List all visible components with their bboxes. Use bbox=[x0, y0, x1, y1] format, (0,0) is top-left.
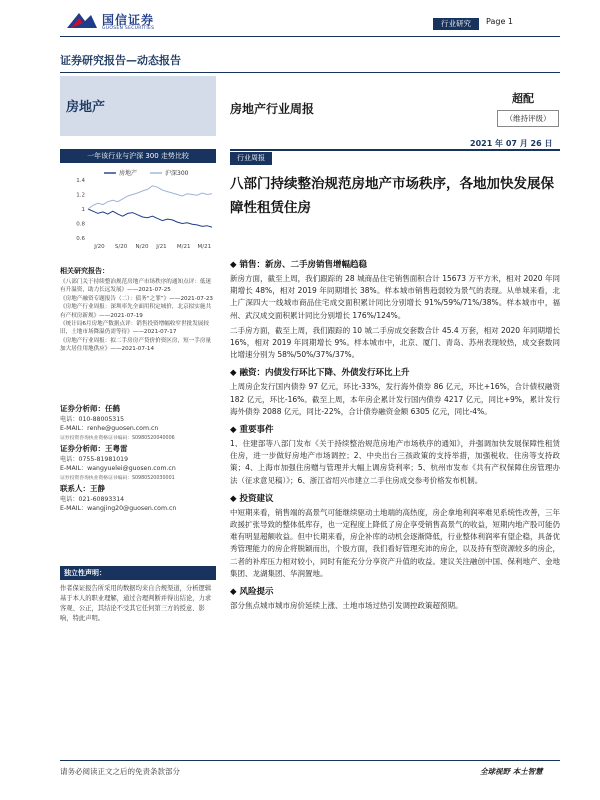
section-heading: ◆ 融资：内债发行环比下降、外债发行环比上升 bbox=[230, 368, 410, 379]
series-line-0 bbox=[88, 209, 212, 227]
x-tick-label: M/21 bbox=[197, 244, 212, 250]
analyst-2-name: 证券分析师：王粤雷 bbox=[60, 444, 128, 453]
analyst-1-cert: 证券投资咨询执业资格证书编码：S0980520040006 bbox=[60, 436, 175, 441]
section-paragraph: 上周房企发行国内债券 97 亿元，环比-33%，发行海外债券 86 亿元，环比+16%，合计债权融资 182 亿元，环比-16%。截至上周，本年房企累计发行国内债券 4217 亿元，同比+9%，累计发行海外债券 2088 亿元，同比-22%，合计债券融资金额 6305 亿元，同比-4%。 bbox=[230, 382, 560, 416]
date-divider bbox=[230, 149, 560, 151]
section-paragraph: 部分焦点城市城市房价延续上涨、土地市场过热引发调控政策超预期。 bbox=[230, 601, 463, 611]
section-paragraph: 新房方面，截至上周，我们跟踪的 28 城商品住宅销售面积合计 15673 万平方米，相对 2020 年同期增长 48%，相对 2019 年同期增长 38%。样本城市销售趋弱较为景气的表现。从单城来看，北上广深四大一线城市商品住宅成交面积累计同比分别增长 91%/59%/71%/38%。样本城市中，福州、武汉成交面积累计同比分别增长 176%/124%。 bbox=[230, 274, 560, 320]
contact-email: E-MAIL：wangjing20@guosen.com.cn bbox=[60, 505, 177, 512]
analyst-1-phone: 电话：010-88005315 bbox=[60, 416, 125, 423]
disclaimer-title: 独立性声明： bbox=[60, 566, 216, 580]
legend-label: 房地产 bbox=[119, 170, 138, 177]
report-type: 证券研究报告—动态报告 bbox=[60, 54, 181, 67]
related-report-item: 《房地产行业周报：深圳率先全面用积定城价，北京拟实施共有产权房新规》——2021-07-19 bbox=[60, 304, 212, 319]
legend-label: 沪深300 bbox=[165, 170, 189, 177]
contact-name: 联系人：王静 bbox=[60, 484, 105, 493]
x-tick-label: S/20 bbox=[114, 244, 128, 250]
section-paragraph: 1、住建部等八部门发布《关于持续整治规范房地产市场秩序的通知》，并强调加快发展保障性租赁住房，进一步做好房地产市场调控；2、中央出台三孩政策的支持举措，加强税收、住房等支持政策；4、上海市加强住房赠与管理并大幅上调房贷利率；5、杭州市发布《共有产权保障住房管理办法（征求意见稿）》；6、浙江省绍兴市建立二手住房成交参考价格发布机制。 bbox=[230, 439, 560, 485]
analyst-2-cert: 证券投资咨询执业资格证书编码：S0980520030001 bbox=[60, 476, 175, 481]
related-reports-title: 相关研究报告： bbox=[60, 267, 109, 275]
section-paragraph: 二手房方面，截至上周，我们跟踪的 10 城二手房成交套数合计 45.4 万套，相对 2020 年同期增长 16%，相对 2019 年同期增长 9%。样本城市中，北京、厦门、青岛、苏州表现较热，成交套数同比增速分别为 58%/50%/37%/37%。 bbox=[230, 325, 560, 360]
y-tick-label: 0.6 bbox=[76, 236, 85, 242]
x-tick-label: N/20 bbox=[135, 244, 149, 250]
section-heading: ◆ 风险提示 bbox=[230, 587, 274, 598]
footer-slogan: 全球视野 本土智慧 bbox=[480, 767, 543, 776]
x-tick-label: J/20 bbox=[94, 244, 105, 250]
brand-name-en: GUOSEN SECURITIES bbox=[102, 26, 155, 31]
analyst-2-phone: 电话：0755-81981019 bbox=[60, 456, 129, 463]
related-report-item: 《房地产行业周报：拟二手房房产贷价价资区房，短一手房量加大居住用地供应》——2021-07-14 bbox=[60, 337, 212, 353]
trend-chart bbox=[60, 166, 216, 252]
sector-name: 房地产 bbox=[66, 100, 106, 115]
section-paragraph: 中短期来看，销售端的高景气可能继续驱动土地端的高热度，房企拿地利润率难见系统性改善，三年政援扩张导致的整体低库存，也一定程度上降低了房企享受销售高景气的收益，短期内地产股可能仍难有明显超额收益。但中长期来看，房企补库的动机会逐渐降低，行业整体利润率有望企稳，具备优秀管理能力的房企将脱颖而出，个股方面，我们看好管理充沛的房企，以及持有型资源较多的房企，二者的补库压力相对较小，同时有能充分分享资产升值的收益。建议关注融创中国、保利地产、金地集团、龙湖集团、华润置地。 bbox=[230, 507, 560, 578]
related-reports-list bbox=[60, 278, 216, 354]
chart-title: 一年该行业与沪深 300 走势比较 bbox=[60, 149, 216, 163]
page-number: Page 1 bbox=[486, 17, 513, 26]
brand-name: 国信证券 bbox=[102, 13, 155, 27]
disclaimer-text: 作者保证报告所采用的数据均来自合规渠道，分析逻辑基于本人的职业理解，通过合理判断并得出结论，力求客观、公正，其结论不受其它任何第三方的授意、影响，特此声明。 bbox=[60, 585, 212, 622]
related-report-item: 《八部门关于持续整治规范房地产市场秩序的通知点评：低迷有升温资，助力长远发展》——2021-07-25 bbox=[60, 279, 212, 294]
section-heading: ◆ 投资建议 bbox=[230, 493, 274, 504]
x-tick-label: J/21 bbox=[156, 244, 167, 250]
analyst-1-email: E-MAIL：renhe@guosen.com.cn bbox=[60, 425, 159, 432]
header-divider-2 bbox=[60, 72, 560, 73]
footer-divider bbox=[60, 760, 560, 761]
category-tag: 行业研究 bbox=[433, 18, 479, 30]
footer-disclaimer-note: 请务必阅读正文之后的免责条款部分 bbox=[60, 767, 180, 776]
headline: 八部门持续整治规范房地产市场秩序，各地加快发展保障性租赁住房 bbox=[230, 176, 554, 216]
section-heading: ◆ 销售：新房、二手房销售增幅趋稳 bbox=[230, 260, 367, 270]
contact-phone: 电话：021-60893314 bbox=[60, 496, 125, 503]
y-tick-label: 1.2 bbox=[76, 192, 85, 199]
analyst-1-name: 证券分析师：任鹤 bbox=[60, 404, 120, 413]
x-tick-label: M/21 bbox=[176, 244, 191, 250]
series-line-1 bbox=[88, 186, 212, 209]
report-date: 2021 年 07 月 26 日 bbox=[470, 139, 553, 148]
report-body bbox=[230, 258, 560, 615]
related-report-item: 《统计局6月房地产数据点评：销售投资增幅收窄世批发展较旧，土地市场降温仍需等待》——2021-07-17 bbox=[60, 321, 209, 336]
y-tick-label: 0.8 bbox=[76, 221, 85, 228]
header-divider bbox=[60, 36, 560, 37]
y-tick-label: 1 bbox=[81, 207, 85, 213]
y-tick-label: 1.4 bbox=[76, 178, 85, 184]
weekly-tag: 行业周报 bbox=[230, 152, 272, 165]
analyst-2-email: E-MAIL：wangyuelei@guosen.com.cn bbox=[60, 465, 176, 472]
rating-status: （维持评级） bbox=[497, 110, 559, 127]
rating: 超配 bbox=[512, 92, 534, 105]
related-report-item: 《房地产融资专题报告（二）：债务“之罪”》——2021-07-23 bbox=[60, 295, 213, 302]
report-title: 房地产行业周报 bbox=[230, 102, 315, 116]
guosen-logo-icon bbox=[65, 10, 99, 32]
section-heading: ◆ 重要事件 bbox=[230, 425, 274, 436]
